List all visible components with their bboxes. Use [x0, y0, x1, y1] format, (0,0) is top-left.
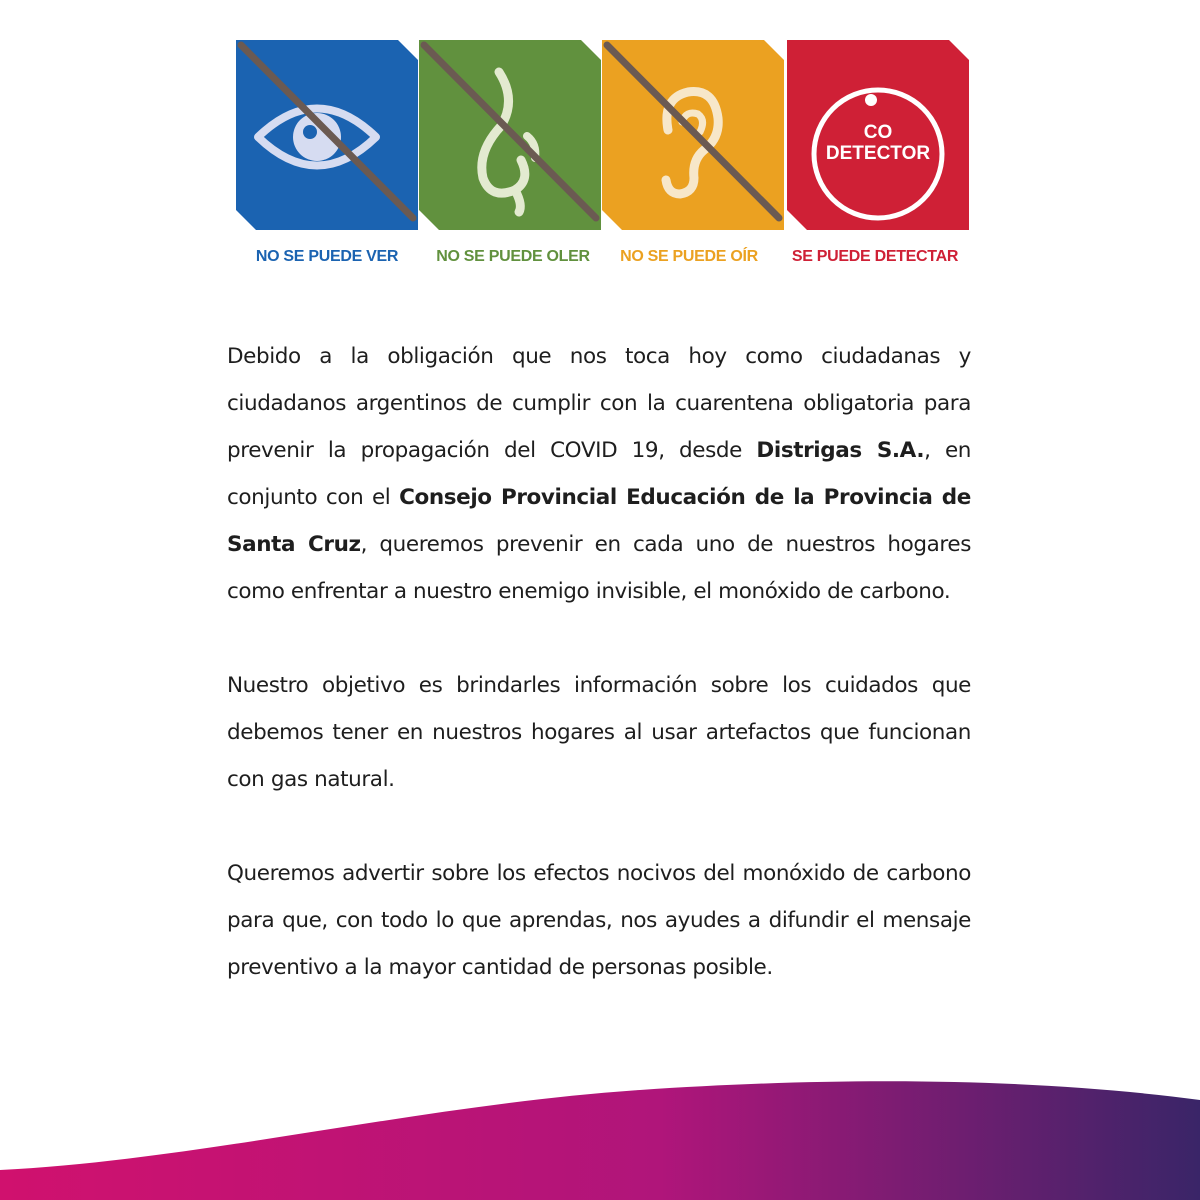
co-label-line2: DETECTOR — [825, 143, 931, 164]
text-segment: , en conjunto con el — [227, 438, 971, 510]
council-name: Consejo Provincial Educación de la Provincia de Santa Cruz — [227, 485, 971, 557]
icons-row — [0, 0, 1200, 300]
paragraph-1 — [227, 333, 971, 615]
caption-eye: NO SE PUEDE VER — [255, 248, 399, 265]
company-name: Distrigas S.A. — [756, 438, 925, 463]
nose-icon — [419, 40, 601, 230]
co-detector-tile — [787, 40, 969, 230]
body-text — [227, 333, 971, 1038]
text-segment: Queremos advertir sobre los efectos nocivos del monóxido de carbono para que, con todo lo que aprendas, nos ayudes a difundir el mensaje preventivo a la mayor cantidad de personas posible. — [227, 861, 971, 980]
paragraph-3 — [227, 850, 971, 991]
decorative-wave — [0, 1060, 1200, 1200]
caption-nose: NO SE PUEDE OLER — [436, 248, 590, 265]
co-label-line1: CO — [863, 122, 893, 143]
eye-icon — [236, 40, 418, 230]
paragraph-2 — [227, 662, 971, 803]
ear-tile — [602, 40, 784, 230]
caption-ear: NO SE PUEDE OÍR — [620, 248, 758, 265]
text-segment: Nuestro objetivo es brindarles información sobre los cuidados que debemos tener en nuestros hogares al usar artefactos que funcionan con gas natural. — [227, 673, 971, 792]
eye-tile — [236, 40, 418, 230]
ear-icon — [602, 40, 784, 230]
caption-detector: SE PUEDE DETECTAR — [791, 248, 959, 265]
text-segment: Debido a la obligación que nos toca hoy como ciudadanas y ciudadanos argentinos de cumplir con la cuarentena obligatoria para prevenir la propagación del COVID 19, desde — [227, 344, 971, 463]
nose-tile — [419, 40, 601, 230]
text-segment: , queremos prevenir en cada uno de nuestros hogares como enfrentar a nuestro enemigo invisible, el monóxido de carbono. — [227, 532, 971, 604]
